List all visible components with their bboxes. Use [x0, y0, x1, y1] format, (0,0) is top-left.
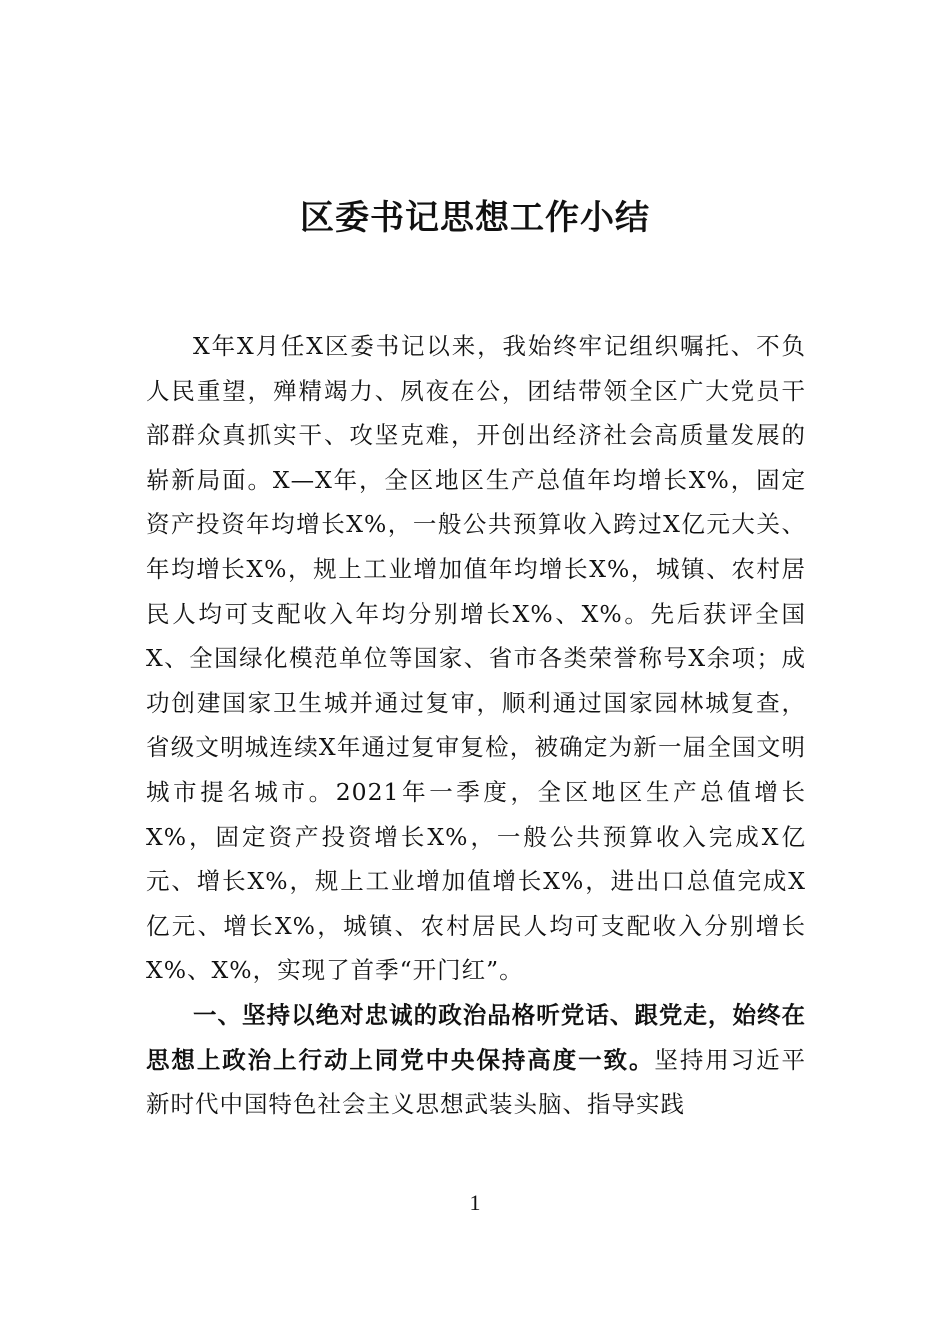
intro-paragraph: X年X月任X区委书记以来，我始终牢记组织嘱托、不负人民重望，殚精竭力、夙夜在公，团结带领全区广大党员干部群众真抓实干、攻坚克难，开创出经济社会高质量发展的崭新局面。X—X年，全区地区生产总值年均增长X%，固定资产投资年均增长X%，一般公共预算收入跨过X亿元大关、年均增长X%，规上工业增加值年均增长X%，城镇、农村居民人均可支配收入年均分别增长X%、X%。先后获评全国X、全国绿化模范单位等国家、省市各类荣誉称号X余项；成功创建国家卫生城并通过复审，顺利通过国家园林城复查，省级文明城连续X年通过复审复检，被确定为新一届全国文明城市提名城市。2021年一季度，全区地区生产总值增长X%，固定资产投资增长X%，一般公共预算收入完成X亿元、增长X%，规上工业增加值增长X%，进出口总值完成X亿元、增长X%，城镇、农村居民人均可支配收入分别增长X%、X%，实现了首季“开门红”。 [146, 332, 806, 985]
section-1-text: 坚持用习近平新时代中国特色社会主义思想武装头脑、指导实践 [146, 1045, 807, 1119]
document-body [146, 324, 806, 1127]
page-number: 1 [469, 1190, 481, 1215]
section-1-heading: 一、坚持以绝对忠诚的政治品格听党话、跟党走，始终在思想上政治上行动上同党中央保持高度一致。 [146, 1000, 806, 1074]
document-title: 区委书记思想工作小结 [300, 198, 650, 238]
section-1-paragraph [146, 993, 806, 1127]
